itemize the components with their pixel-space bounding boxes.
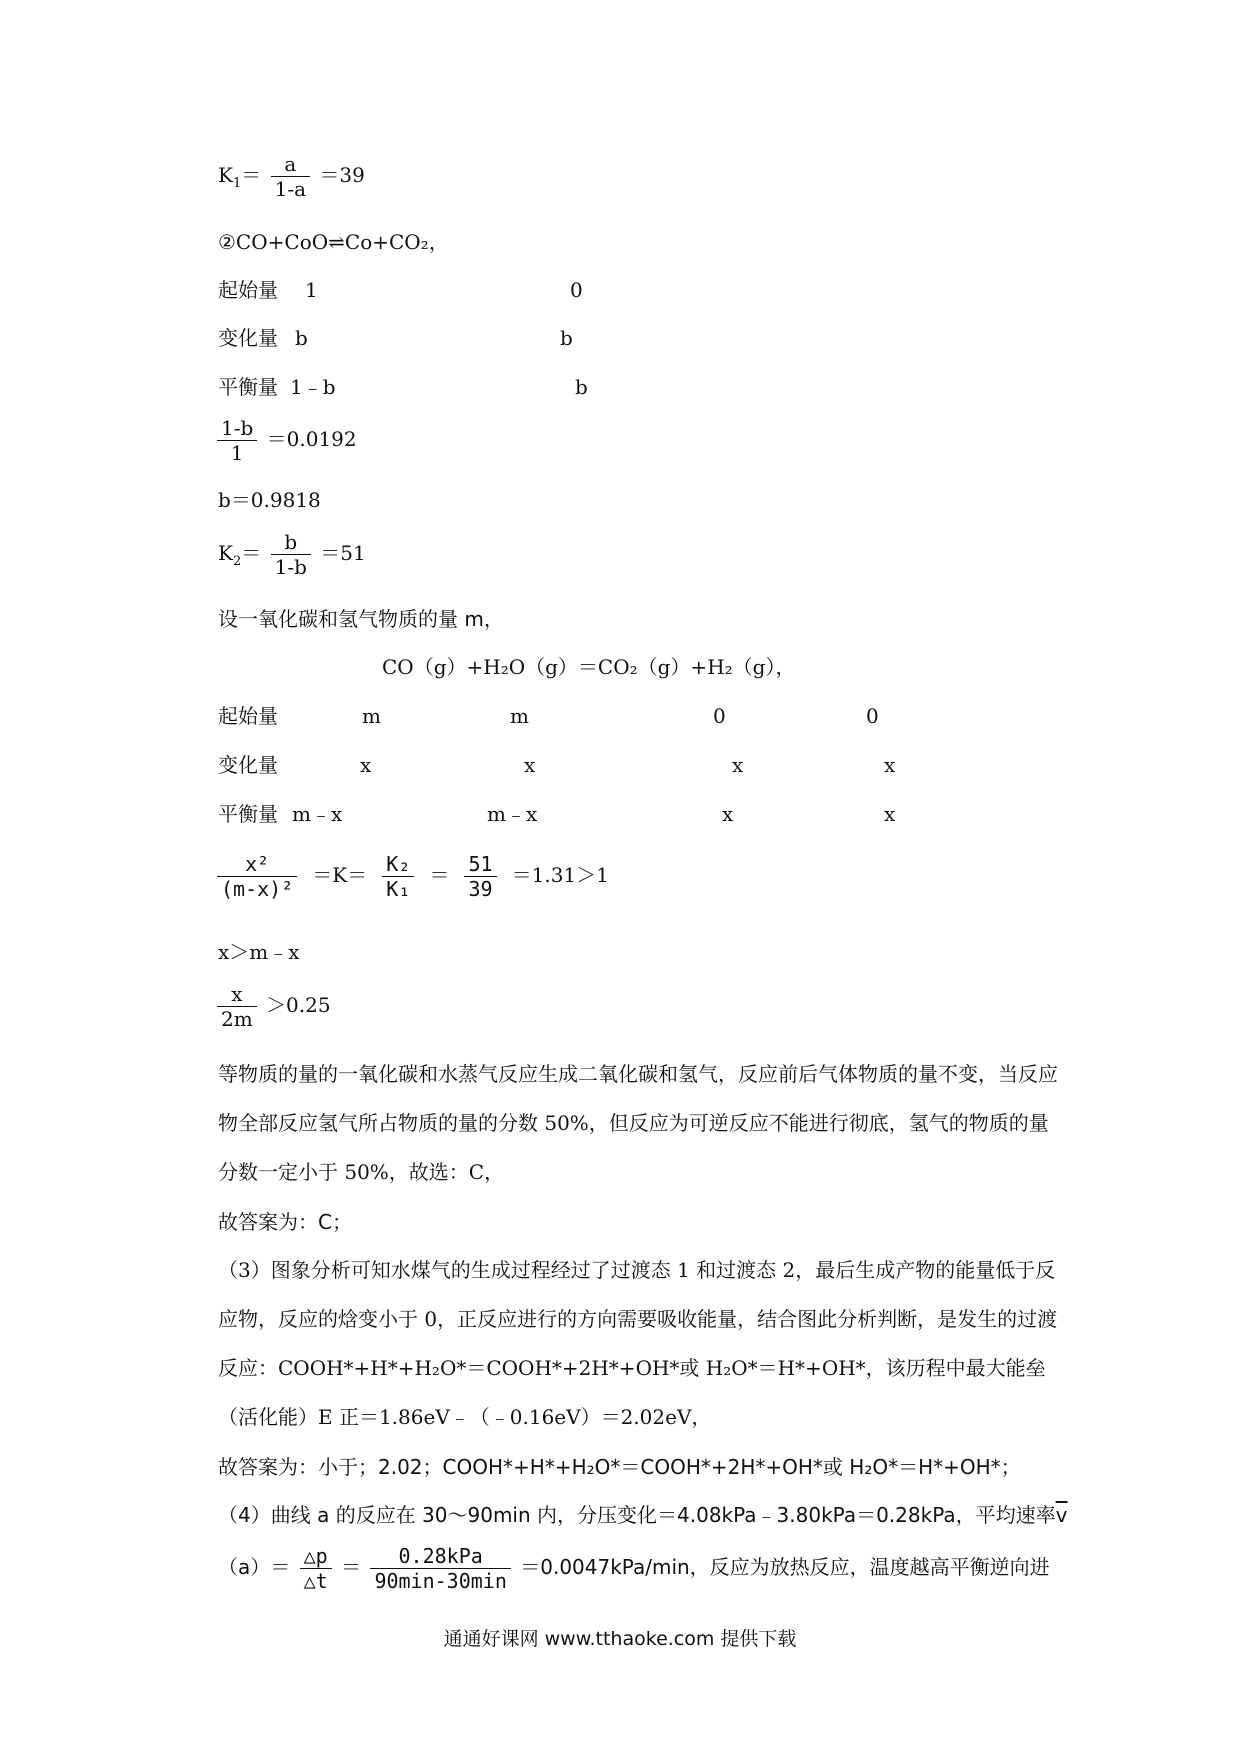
table1-eq-label: 平衡量 [218,375,278,399]
k2-subscript: 2 [232,554,242,569]
rate-value-fraction [370,1544,510,1593]
k2k1-denominator: K₁ [386,877,411,901]
x2-numerator: x² [217,852,297,877]
39-denominator: 39 [468,877,493,901]
x-2m-fraction [217,982,257,1031]
table1-eq-c1: 1﹣b [290,375,336,399]
rate-prefix: （a）＝ [218,1555,291,1579]
k1-subscript: 1 [232,176,242,191]
table2-change-c2: x [524,753,536,777]
51-39-fraction [464,852,496,901]
table1-start-c2: 0 [570,278,583,302]
rate-numerator: 0.28kPa [370,1544,510,1569]
k1-symbol: K [218,163,233,187]
k1-equals: ＝ [241,163,262,187]
table2-change-c4: x [884,753,896,777]
b-fraction-equation [214,416,357,465]
k2k1-numerator: K₂ [382,852,414,877]
rate-denominator: 90min-30min [374,1569,507,1593]
x-2m-equation [214,982,331,1031]
paragraph-4-text: （4）曲线 a 的反应在 30～90min 内，分压变化＝4.08kPa﹣3.80kPa＝0.28kPa，平均速率 [218,1503,1056,1527]
k1-denominator: 1-a [274,177,306,201]
b-frac-numerator: 1-b [217,416,257,441]
table1-start-label: 起始量 [218,278,278,302]
k1-numerator: a [271,152,310,177]
k2-numerator: b [271,530,311,555]
x-numerator: x [217,982,257,1007]
table2-eq-label: 平衡量 [218,802,278,826]
table1-change-c1: b [295,326,308,350]
b-frac-result: ＝0.0192 [266,427,357,451]
b-value: b＝0.9818 [218,488,321,512]
x2-denominator: (m-x)² [221,877,294,901]
k1-result: ＝39 [319,163,365,187]
k2k1-fraction [382,852,414,901]
table2-change-c3: x [732,753,744,777]
table2-start-c2: m [510,704,529,728]
table2-start-label: 起始量 [218,704,278,728]
table2-eq-c1: m﹣x [292,802,343,826]
table2-start-c1: m [362,704,381,728]
rate-eq: ＝ [341,1555,362,1579]
dp-dt-fraction [300,1544,332,1593]
table2-start-c3: 0 [713,704,726,728]
table1-eq-c2: b [575,375,588,399]
k1-equation [218,152,365,201]
inequality-1: x＞m﹣x [218,940,300,964]
k2-equation [218,530,366,579]
table2-start-c4: 0 [866,704,879,728]
b-fraction [217,416,257,465]
dp-numerator: △p [300,1544,332,1569]
average-rate-symbol: $\overline{v}$ [1055,1503,1068,1527]
k2-denominator: 1-b [274,555,307,579]
k-ratio-equation [214,852,609,901]
table1-start-c1: 1 [305,278,318,302]
paragraph-3: （3）图象分析可知水煤气的生成过程经过了过渡态 1 和过渡态 2，最后生成产物的能量低于反应物，反应的焓变小于 0，正反应进行的方向需要吸收能量，结合图此分析判断，是发生的过渡反应：COOH*+H*+H₂O*＝COOH*+2H*+OH*或 H₂O*＝H*+OH*，该历程中最大能垒（活化能）E 正＝1.86eV﹣（﹣0.16eV）＝2.02eV， [218,1258,1058,1429]
2m-denominator: 2m [221,1007,253,1031]
reaction-3: CO（g）+H₂O（g）＝CO₂（g）+H₂（g）， [382,655,796,679]
k-ratio-mid: ＝K＝ [312,863,368,887]
dt-denominator: △t [303,1569,328,1593]
table2-eq-c3: x [722,802,734,826]
k-ratio-result: ＝1.31＞1 [511,863,609,887]
table1-change-c2: b [560,326,573,350]
k2-equals: ＝ [241,541,262,565]
set-m-text: 设一氧化碳和氢气物质的量 m， [218,607,504,631]
answer-3: 故答案为：小于；2.02；COOH*+H*+H₂O*＝COOH*+2H*+OH*或 H₂O*＝H*+OH*； [218,1455,1021,1479]
x2-fraction [217,852,297,901]
k-ratio-eq: ＝ [429,863,450,887]
x-2m-result: ＞0.25 [266,993,331,1017]
page-footer: 通通好课网 www.tthaoke.com 提供下载 [443,1628,797,1650]
table1-change-label: 变化量 [218,326,278,350]
answer-c: 故答案为：C； [218,1210,352,1234]
paragraph-conclusion: 等物质的量的一氧化碳和水蒸气反应生成二氧化碳和氢气，反应前后气体物质的量不变，当反应物全部反应氢气所占物质的量的分数 50%，但反应为可逆反应不能进行彻底，氢气的物质的量分数一定小于 50%，故选：C， [218,1062,1058,1184]
reaction-2: ②CO+CoO⇌Co+CO₂， [218,230,449,254]
b-frac-denominator: 1 [230,441,244,465]
k2-fraction [271,530,311,579]
k1-fraction [271,152,310,201]
k2-result: ＝51 [320,541,366,565]
51-numerator: 51 [464,852,496,877]
table2-eq-c2: m﹣x [487,802,538,826]
paragraph-4-line2 [218,1544,1050,1593]
table2-change-label: 变化量 [218,753,278,777]
rate-result: ＝0.0047kPa/min，反应为放热反应，温度越高平衡逆向进 [520,1555,1050,1579]
table2-eq-c4: x [884,802,896,826]
paragraph-4-line1 [218,1503,1067,1527]
k2-symbol: K [218,541,233,565]
table2-change-c1: x [360,753,372,777]
